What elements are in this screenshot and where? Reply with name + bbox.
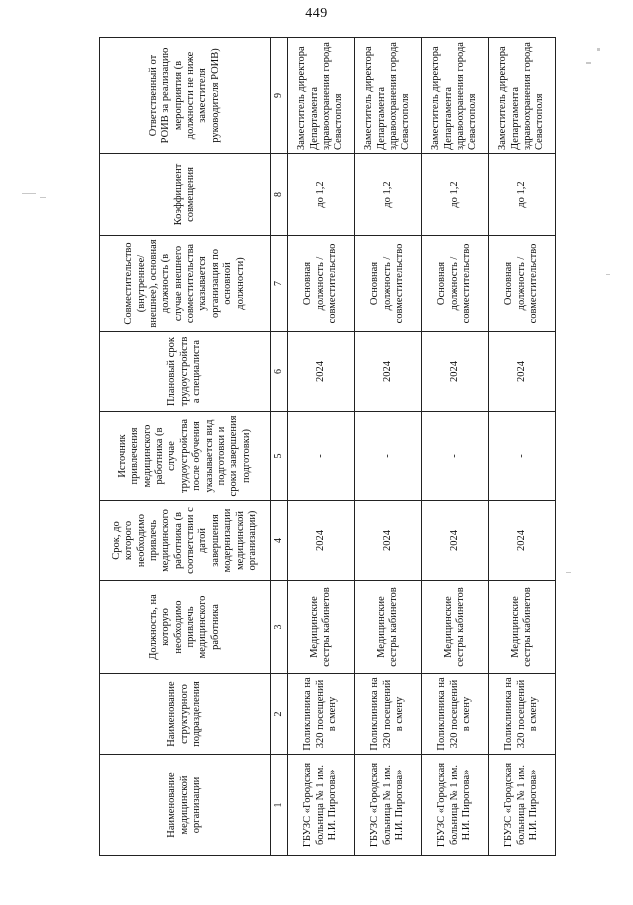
scan-speck — [566, 572, 571, 573]
page-number: 449 — [305, 6, 328, 21]
table-row — [288, 38, 355, 856]
scan-speck — [40, 197, 46, 198]
rotated-table-wrapper — [99, 38, 549, 856]
column-number: 9 — [271, 38, 288, 154]
header-cell: Наименование медицинской организации — [100, 755, 271, 856]
table-cell: 2024 — [288, 332, 355, 412]
table-cell: ГБУЗС «Городская больница № 1 им. Н.И. Пирогова» — [355, 755, 422, 856]
table-cell: - — [288, 412, 355, 501]
table-cell: ГБУЗС «Городская больница № 1 им. Н.И. Пирогова» — [288, 755, 355, 856]
header-row — [100, 38, 271, 856]
data-table — [99, 37, 556, 856]
table-cell: Поликлиника на 320 посещений в смену — [489, 674, 556, 755]
table-cell: до 1,2 — [422, 154, 489, 236]
table-row — [489, 38, 556, 856]
table-cell: до 1,2 — [489, 154, 556, 236]
column-number: 5 — [271, 412, 288, 501]
column-number-row — [271, 38, 288, 856]
scan-speck — [22, 193, 36, 194]
table-row — [422, 38, 489, 856]
table-cell: до 1,2 — [355, 154, 422, 236]
table-cell: до 1,2 — [288, 154, 355, 236]
header-cell: Ответственный от РОИВ за реализацию мероприятия (в должности не ниже заместителя руководителя РОИВ) — [100, 38, 271, 154]
table-cell: - — [355, 412, 422, 501]
table-row — [355, 38, 422, 856]
table-cell: - — [422, 412, 489, 501]
scan-speck — [597, 48, 600, 51]
header-cell: Срок, до которого необходимо привлечь медицинского работника (в соответствии с датой завершения модернизации медицинской организации) — [100, 501, 271, 581]
table-cell: Основная должность / совместительство — [489, 236, 556, 332]
table-cell: 2024 — [355, 501, 422, 581]
table-cell: Основная должность / совместительство — [355, 236, 422, 332]
scan-speck — [586, 62, 591, 64]
table-cell: Заместитель директора Департамента здравоохранения города Севастополя — [288, 38, 355, 154]
table-cell: Медицинские сестры кабинетов — [288, 581, 355, 674]
header-cell: Наименование структурного подразделения — [100, 674, 271, 755]
table-cell: ГБУЗС «Городская больница № 1 им. Н.И. Пирогова» — [422, 755, 489, 856]
table-cell: Медицинские сестры кабинетов — [422, 581, 489, 674]
column-number: 6 — [271, 332, 288, 412]
table-cell: 2024 — [288, 501, 355, 581]
table-cell: ГБУЗС «Городская больница № 1 им. Н.И. Пирогова» — [489, 755, 556, 856]
table-cell: Поликлиника на 320 посещений в смену — [422, 674, 489, 755]
column-number: 3 — [271, 581, 288, 674]
header-cell: Совместительство (внутреннее/внешнее), основная должность (в случае внешнего совместительства указывается организация по основной должности) — [100, 236, 271, 332]
table-cell: Заместитель директора Департамента здравоохранения города Севастополя — [422, 38, 489, 154]
table-cell: - — [489, 412, 556, 501]
table-cell: 2024 — [422, 501, 489, 581]
header-cell: Должность, на которую необходимо привлечь медицинского работника — [100, 581, 271, 674]
table-cell: Медицинские сестры кабинетов — [489, 581, 556, 674]
table-cell: Заместитель директора Департамента здравоохранения города Севастополя — [355, 38, 422, 154]
table-cell: Заместитель директора Департамента здравоохранения города Севастополя — [489, 38, 556, 154]
header-cell: Плановый срок трудоустройства специалиста — [100, 332, 271, 412]
column-number: 2 — [271, 674, 288, 755]
table-cell: Основная должность / совместительство — [288, 236, 355, 332]
header-cell: Источник привлечения медицинского работника (в случае трудоустройства после обучения указывается вид подготовки и сроки завершения подготовки) — [100, 412, 271, 501]
column-number: 4 — [271, 501, 288, 581]
table-cell: Поликлиника на 320 посещений в смену — [355, 674, 422, 755]
table-cell: 2024 — [422, 332, 489, 412]
column-number: 8 — [271, 154, 288, 236]
table-cell: Медицинские сестры кабинетов — [355, 581, 422, 674]
header-cell: Коэффициент совмещения — [100, 154, 271, 236]
table-cell: Основная должность / совместительство — [422, 236, 489, 332]
scan-speck — [606, 274, 610, 275]
column-number: 7 — [271, 236, 288, 332]
table-cell: 2024 — [489, 501, 556, 581]
table-cell: 2024 — [355, 332, 422, 412]
column-number: 1 — [271, 755, 288, 856]
table-cell: Поликлиника на 320 посещений в смену — [288, 674, 355, 755]
table-cell: 2024 — [489, 332, 556, 412]
